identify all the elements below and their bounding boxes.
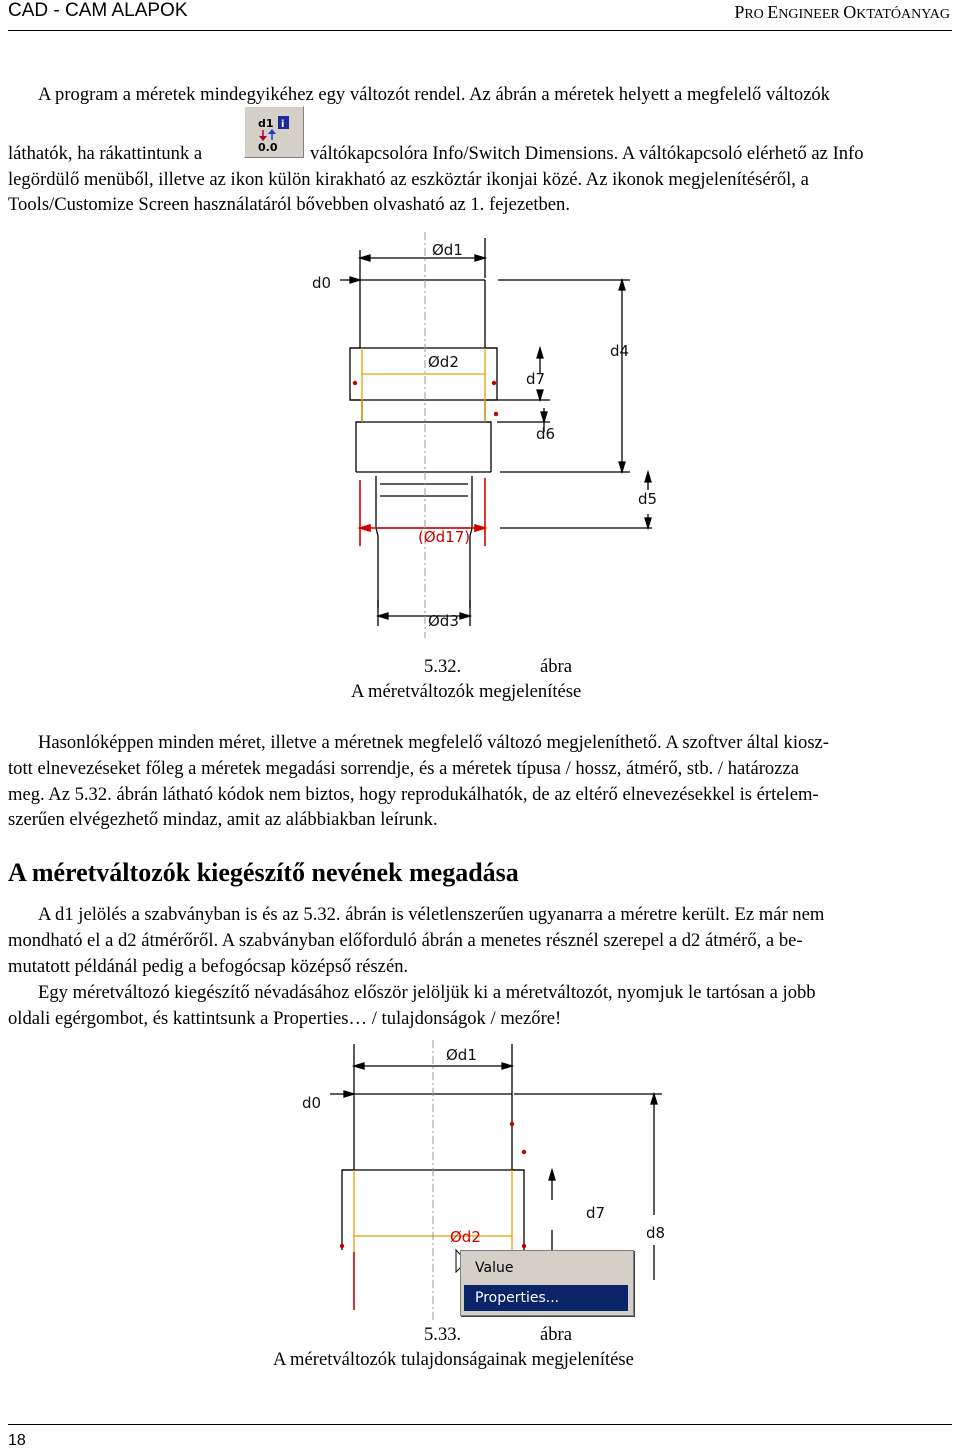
label-d7: d7 (586, 1204, 606, 1222)
label-d5: d5 (638, 490, 658, 508)
figure-number: 5.32. (424, 656, 462, 677)
page-number: 18 (8, 1432, 26, 1449)
label-d8: d8 (646, 1224, 666, 1242)
switch-dimensions-icon[interactable] (244, 106, 304, 158)
label-d0: d0 (302, 1094, 322, 1112)
figure-caption: A méretváltozók tulajdonságainak megjelenítése (273, 1349, 634, 1370)
paragraph-line: Hasonlóképpen minden méret, illetve a méretnek megfelelő változó megjeleníthető. A szoftver által kiosz- (38, 732, 829, 753)
paragraph-line: Tools/Customize Screen használatáról bővebben olvasható az 1. fejezetben. (8, 194, 570, 215)
menu-item-properties[interactable]: Properties... (464, 1285, 628, 1311)
label-d6: d6 (536, 425, 556, 443)
label-d17: (Ød17) (418, 528, 471, 546)
paragraph-line: váltókapcsolóra Info/Switch Dimensions. A váltókapcsoló elérhető az Info (310, 143, 864, 164)
figure-5-32-drawing (300, 228, 670, 640)
label-d4: d4 (610, 342, 630, 360)
footer-rule (8, 1424, 952, 1425)
header-subtitle: PRO ENGINEER OKTATÓANYAG (734, 2, 950, 22)
paragraph-line: oldali egérgombot, és kattintsunk a Properties… / tulajdonságok / mezőre! (8, 1008, 562, 1029)
figure-caption: A méretváltozók megjelenítése (351, 681, 582, 702)
paragraph-line: mutatott példánál pedig a befogócsap középső részén. (8, 956, 409, 977)
label-d7: d7 (526, 370, 546, 388)
label-d2: Ød2 (450, 1228, 481, 1246)
header-rule (8, 30, 952, 31)
figure-word: ábra (540, 1324, 572, 1345)
menu-item-value[interactable]: Value (475, 1260, 514, 1276)
paragraph-line: tott elnevezéseket főleg a méretek megadási sorrendje, és a méretek típusa / hossz, átmérő, stb. / határozza (8, 758, 799, 779)
label-d3: Ød3 (428, 612, 459, 630)
paragraph-line: A program a méretek mindegyikéhez egy változót rendel. Az ábrán a méretek helyett a megfelelő változók (38, 84, 830, 105)
paragraph-line: mondható el a d2 átmérőről. A szabványban előforduló ábrán a menetes résznél szerepel a d2 átmérő, a be- (8, 930, 803, 951)
svg-text:d1: d1 (258, 117, 274, 130)
paragraph-line: szerűen elvégezhető mindaz, amit az alábbiakban leírunk. (8, 809, 438, 830)
figure-number: 5.33. (424, 1324, 462, 1345)
paragraph-line: láthatók, ha rákattintunk a (8, 143, 203, 164)
paragraph-line: A d1 jelölés a szabványban is és az 5.32. ábrán is véletlenszerűen ugyanarra a méretre került. Ez már nem (38, 904, 825, 925)
context-menu (460, 1250, 634, 1316)
figure-word: ábra (540, 656, 572, 677)
header-title: CAD - CAM ALAPOK (8, 0, 188, 21)
svg-text:i: i (281, 119, 285, 130)
paragraph-line: meg. Az 5.32. ábrán látható kódok nem biztos, hogy reprodukálhatók, de az eltérő elnevezésekkel is értelem- (8, 784, 819, 805)
svg-text:0.0: 0.0 (258, 141, 278, 154)
section-heading: A méretváltozók kiegészítő nevének megadása (8, 858, 519, 887)
label-d0: d0 (312, 274, 332, 292)
paragraph-line: Egy méretváltozó kiegészítő névadásához először jelöljük ki a méretváltozót, nyomjuk le tartósan a jobb (38, 982, 816, 1003)
label-d2: Ød2 (428, 353, 459, 371)
label-d1: Ød1 (432, 241, 463, 259)
paragraph-line: legördülő menüből, illetve az ikon külön kirakható az eszköztár ikonjai közé. Az ikonok megjelenítéséről, a (8, 169, 809, 190)
label-d1: Ød1 (446, 1046, 477, 1064)
